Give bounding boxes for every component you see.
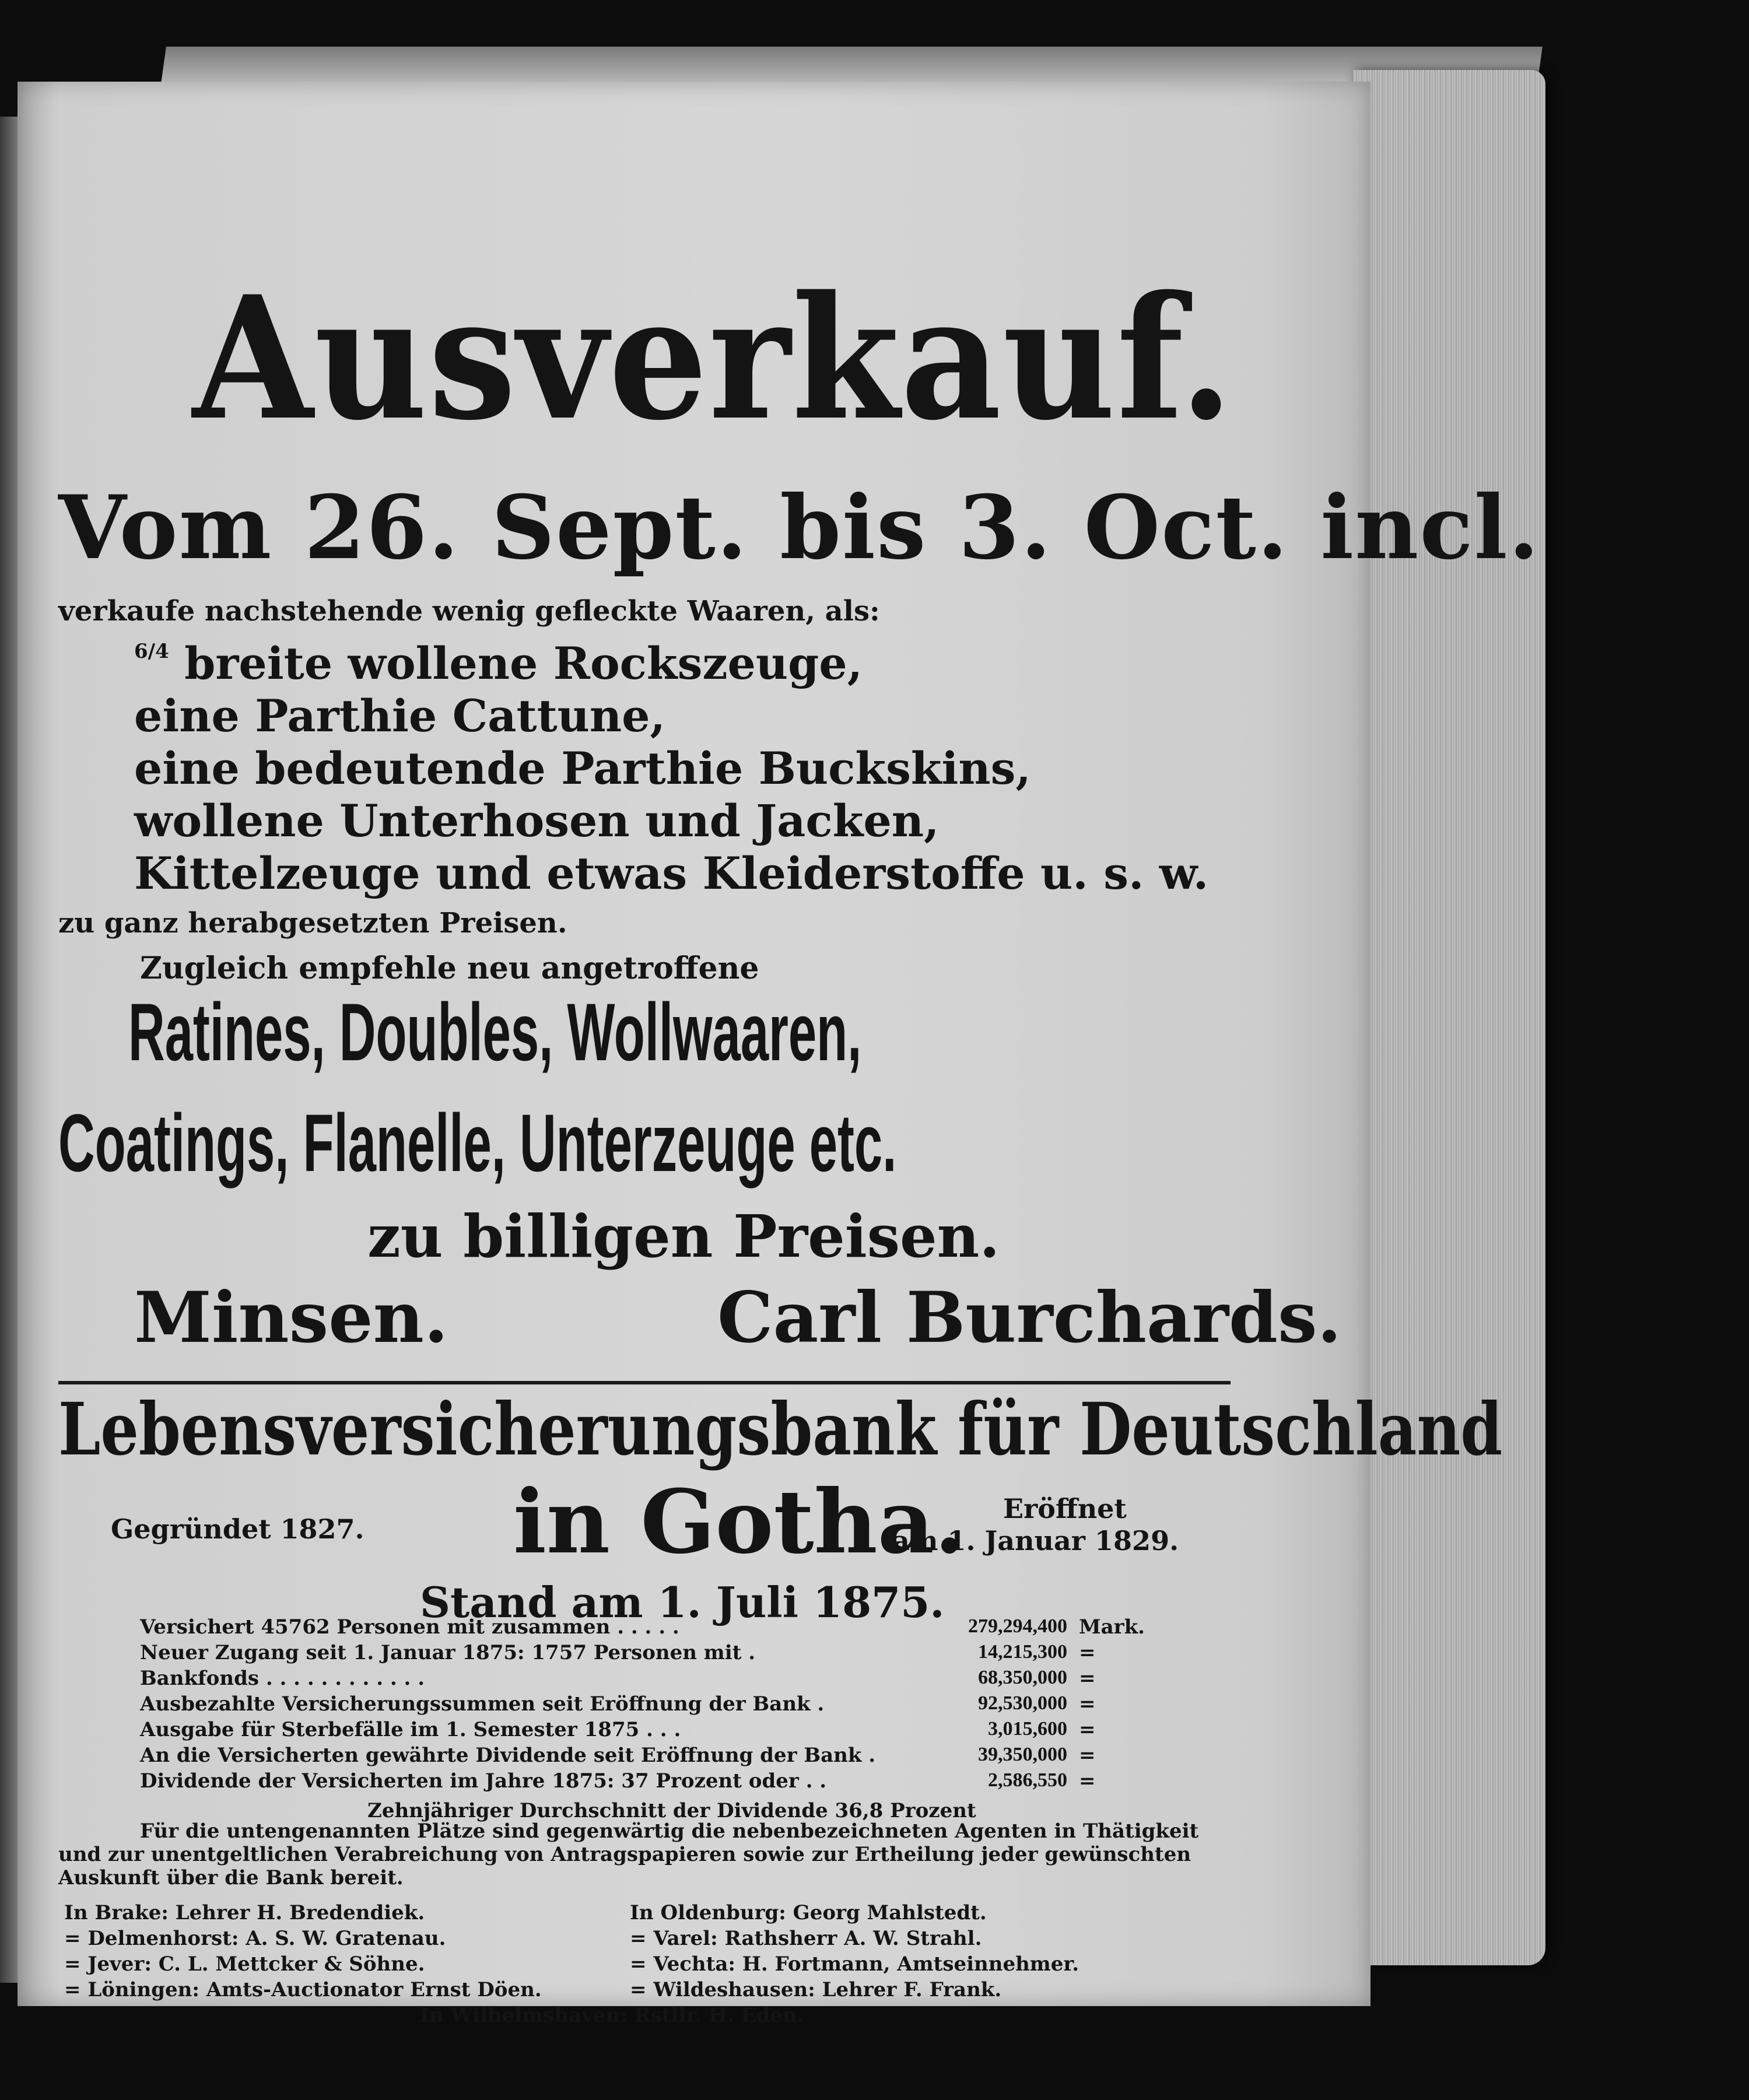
agent-entry: In Oldenburg: Georg Mahlstedt.	[630, 1901, 987, 1924]
agent-entry: = Vechta: H. Fortmann, Amtseinnehmer.	[630, 1952, 1079, 1976]
ad-big-line-1: Ratines, Doubles, Wollwaaren,	[128, 986, 862, 1078]
stat-unit: Mark.	[1079, 1615, 1145, 1639]
bank-city: in Gotha.	[513, 1471, 965, 1573]
ad-item-text: breite wollene Rockszeuge,	[184, 637, 863, 689]
ad-big-line-2: Coatings, Flanelle, Unterzeuge etc.	[58, 1097, 897, 1189]
agent-entry-last: In Wilhelmshaven: Rstllr. H. Eden.	[420, 2004, 804, 2027]
ad-item	[134, 690, 665, 742]
stat-unit: =	[1079, 1718, 1096, 1741]
bank-opened-date: am 1. Januar 1829.	[892, 1525, 1179, 1556]
ad-intro: verkaufe nachstehende wenig gefleckte Waaren, als:	[58, 595, 880, 627]
stat-label: Bankfonds . . . . . . . . . . . .	[140, 1667, 425, 1690]
ad-item-text: eine bedeutende Parthie Buckskins,	[134, 742, 1031, 794]
agent-entry: In Brake: Lehrer H. Bredendiek.	[64, 1901, 425, 1924]
stat-unit: =	[1079, 1667, 1096, 1690]
ad-subtitle: Vom 26. Sept. bis 3. Oct. incl.	[58, 476, 1540, 579]
agents-paragraph: Für die untengenannten Plätze sind gegenwärtig die nebenbezeichneten Agenten in Thätigkeit und zur unentgeltlichen Verabreichung von Antragspapieren sowie zur Ertheilung jeder gewünschten Auskunft über die Bank bereit.	[58, 1819, 1199, 1889]
ad-cheap: zu billigen Preisen.	[367, 1202, 1000, 1271]
ad-item-text: eine Parthie Cattune,	[134, 690, 665, 742]
ad-after-items: zu ganz herabgesetzten Preisen.	[58, 907, 567, 939]
stat-value: 3,015,600	[988, 1718, 1067, 1740]
ad-place: Minsen.	[134, 1277, 448, 1359]
ten-year-average: Zehnjähriger Durchschnitt der Dividende 36,8 Prozent	[367, 1799, 976, 1822]
ad-merchant: Carl Burchards.	[717, 1277, 1342, 1359]
stat-label: Ausgabe für Sterbefälle im 1. Semester 1875 . . .	[140, 1718, 681, 1741]
ad-item	[134, 847, 1209, 899]
stat-value: 14,215,300	[978, 1641, 1067, 1663]
newspaper-page	[17, 82, 1540, 2027]
bank-founded: Gegründet 1827.	[111, 1513, 364, 1545]
stat-unit: =	[1079, 1692, 1096, 1716]
stat-label: Versichert 45762 Personen mit zusammen . . . . .	[140, 1615, 679, 1639]
stat-unit: =	[1079, 1769, 1096, 1793]
stat-label: Dividende der Versicherten im Jahre 1875: 37 Prozent oder . .	[140, 1769, 827, 1793]
stat-value: 92,530,000	[978, 1692, 1067, 1714]
bank-status: Stand am 1. Juli 1875.	[420, 1577, 945, 1627]
stat-label: An die Versicherten gewährte Dividende seit Eröffnung der Bank .	[140, 1744, 876, 1767]
ad-item	[134, 795, 940, 847]
stat-unit: =	[1079, 1744, 1096, 1767]
ad-item	[134, 742, 1031, 794]
ad-item-text: wollene Unterhosen und Jacken,	[134, 795, 940, 847]
stat-value: 39,350,000	[978, 1744, 1067, 1765]
bank-name: Lebensversicherungsbank für Deutschland	[58, 1387, 1503, 1472]
agent-entry: = Jever: C. L. Mettcker & Söhne.	[64, 1952, 425, 1976]
agent-entry: = Delmenhorst: A. S. W. Gratenau.	[64, 1927, 446, 1950]
agent-entry: = Löningen: Amts-Auctionator Ernst Döen.	[64, 1978, 542, 2001]
book-page-block	[1353, 70, 1545, 1965]
ad-item-prefix: 6/4	[134, 640, 169, 663]
stat-value: 68,350,000	[978, 1667, 1067, 1688]
stat-label: Ausbezahlte Versicherungssummen seit Eröffnung der Bank .	[140, 1692, 825, 1716]
agent-entry: = Varel: Rathsherr A. W. Strahl.	[630, 1927, 982, 1950]
stat-unit: =	[1079, 1641, 1096, 1664]
ad-item	[134, 637, 863, 689]
ad-also: Zugleich empfehle neu angetroffene	[140, 951, 759, 986]
bank-opened-label: Eröffnet	[1003, 1493, 1127, 1524]
agent-entry: = Wildeshausen: Lehrer F. Frank.	[630, 1978, 1002, 2001]
stat-label: Neuer Zugang seit 1. Januar 1875: 1757 Personen mit .	[140, 1641, 756, 1664]
section-divider	[58, 1381, 1231, 1384]
ad-title: Ausverkauf.	[192, 260, 1235, 458]
stat-value: 279,294,400	[968, 1615, 1067, 1637]
ad-item-text: Kittelzeuge und etwas Kleiderstoffe u. s. w.	[134, 847, 1209, 899]
stat-value: 2,586,550	[988, 1769, 1067, 1791]
